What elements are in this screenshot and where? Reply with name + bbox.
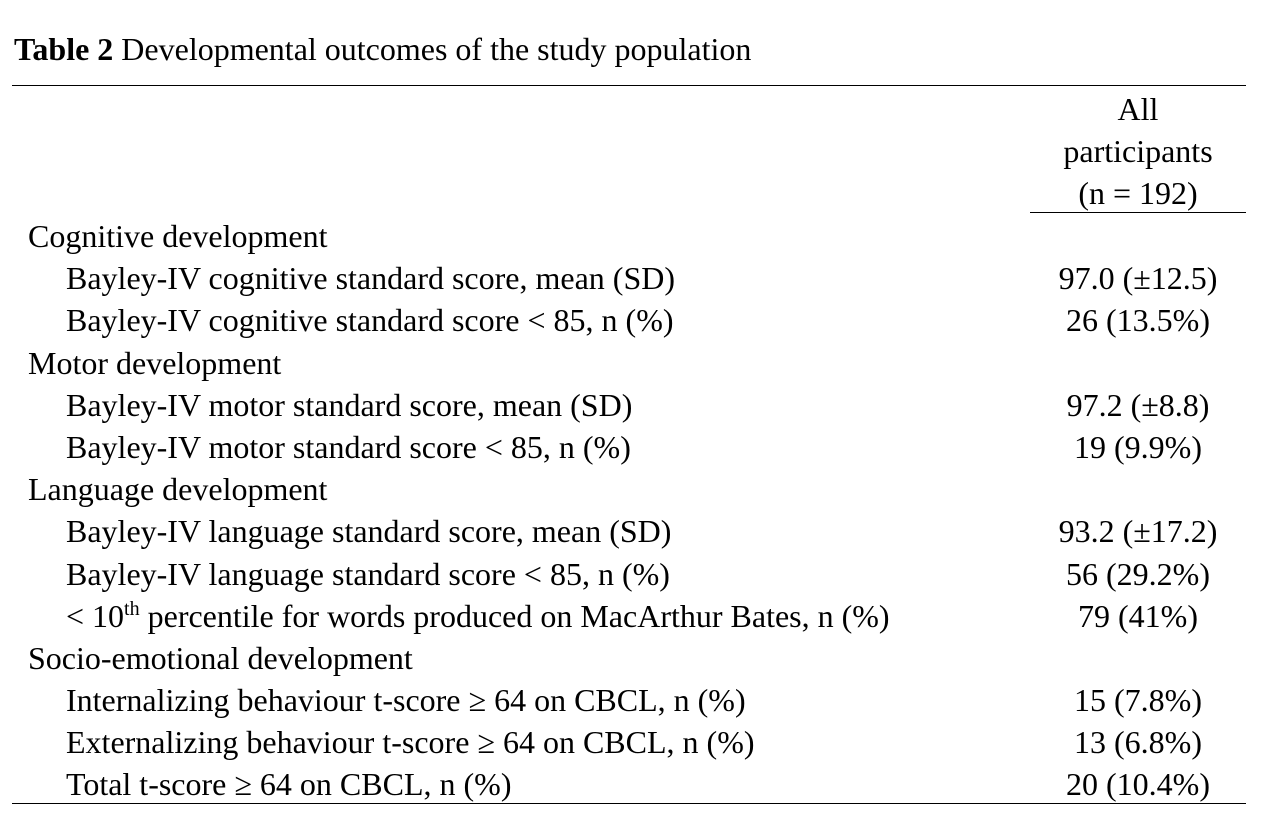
row-value: 13 (6.8%) (1074, 724, 1202, 761)
table-row (0, 510, 1264, 552)
table-row (0, 595, 1264, 637)
row-label (66, 595, 890, 637)
table-row (0, 721, 1264, 763)
table-row (0, 257, 1264, 299)
row-label: Socio-emotional development (28, 639, 413, 676)
table-row-section (0, 468, 1264, 510)
row-label-pre: < 10 (66, 597, 125, 634)
table-body (0, 215, 1264, 806)
row-value: 15 (7.8%) (1074, 682, 1202, 719)
table-row-section (0, 637, 1264, 679)
row-value: 93.2 (±17.2) (1058, 513, 1218, 550)
row-label: Bayley-IV motor standard score, mean (SD) (66, 386, 633, 423)
row-label: Bayley-IV language standard score, mean (SD) (66, 513, 672, 550)
row-label: Bayley-IV language standard score < 85, n (%) (66, 555, 670, 592)
row-value: 20 (10.4%) (1066, 766, 1210, 803)
column-header-all-participants (1030, 88, 1246, 214)
column-header-rule (1030, 212, 1246, 213)
table-caption (14, 30, 751, 68)
row-label: Externalizing behaviour t-score ≥ 64 on CBCL, n (%) (66, 724, 755, 761)
column-header-line2: participants (1063, 133, 1213, 169)
table-row (0, 426, 1264, 468)
column-header-line1: All (1117, 91, 1159, 127)
table-caption-title: Developmental outcomes of the study population (121, 31, 752, 67)
table-row (0, 763, 1264, 805)
row-label: Motor development (28, 344, 282, 381)
row-label: Bayley-IV motor standard score < 85, n (%) (66, 428, 631, 465)
column-header-line3: (n = 192) (1078, 175, 1198, 211)
table-row (0, 553, 1264, 595)
row-value: 19 (9.9%) (1074, 428, 1202, 465)
row-value: 79 (41%) (1078, 597, 1198, 634)
table-row-section (0, 215, 1264, 257)
row-label: Internalizing behaviour t-score ≥ 64 on CBCL, n (%) (66, 682, 746, 719)
table-row (0, 299, 1264, 341)
row-value: 97.2 (±8.8) (1066, 386, 1210, 423)
row-value: 97.0 (±12.5) (1058, 260, 1218, 297)
row-value: 26 (13.5%) (1066, 302, 1210, 339)
row-label-post: percentile for words produced on MacArthur Bates, n (%) (139, 597, 890, 634)
table-row (0, 679, 1264, 721)
table-row-section (0, 342, 1264, 384)
table-caption-label: Table 2 (14, 31, 114, 67)
row-label: Bayley-IV cognitive standard score, mean (SD) (66, 260, 675, 297)
row-label: Bayley-IV cognitive standard score < 85, n (%) (66, 302, 674, 339)
table-top-rule (12, 85, 1246, 86)
row-value: 56 (29.2%) (1066, 555, 1210, 592)
row-label-superscript: th (124, 597, 140, 620)
table-bottom-rule (12, 803, 1246, 804)
row-label: Cognitive development (28, 218, 328, 254)
table-row (0, 384, 1264, 426)
row-label: Language development (28, 471, 328, 508)
row-label: Total t-score ≥ 64 on CBCL, n (%) (66, 766, 512, 803)
